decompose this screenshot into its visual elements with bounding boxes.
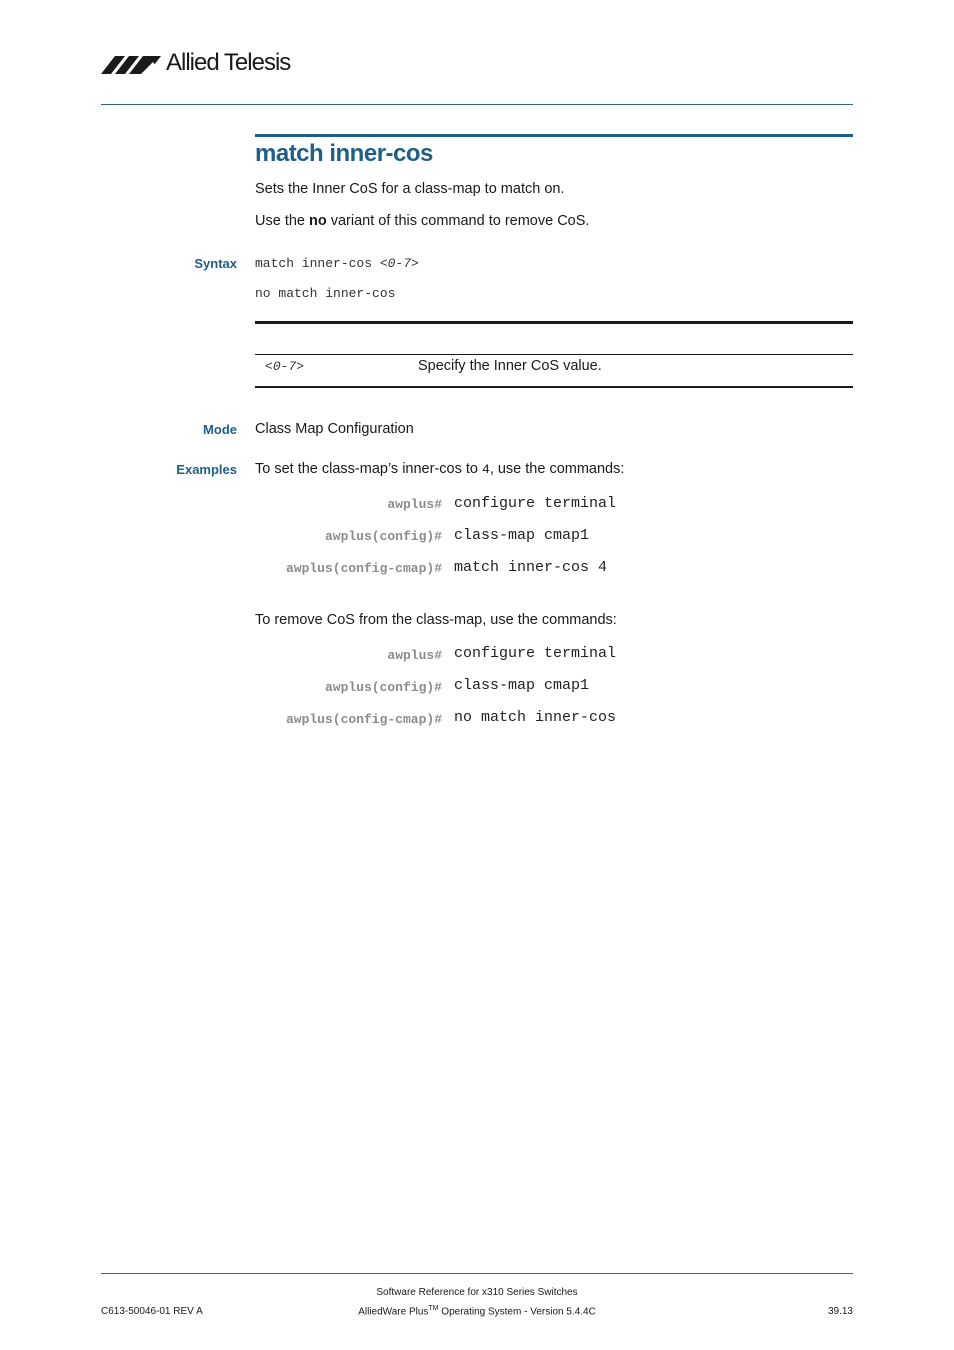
example2-prompt-1: awplus# — [387, 648, 442, 663]
footer-book-title: Software Reference for x310 Series Switches — [376, 1287, 578, 1298]
header-divider — [101, 104, 853, 105]
example2-command-3: no match inner-cos — [454, 709, 617, 726]
syntax-label: Syntax — [194, 256, 237, 271]
example1-prompt-3: awplus(config-cmap)# — [285, 561, 442, 576]
description-line-1: Sets the Inner CoS for a class-map to match on. — [255, 181, 565, 197]
title-rule — [255, 134, 853, 137]
example2-prompt-2: awplus(config)# — [324, 680, 442, 695]
examples-intro-2: To remove CoS from the class-map, use the commands: — [255, 612, 617, 628]
example1-prompt-2: awplus(config)# — [324, 529, 442, 544]
footer-divider — [101, 1273, 853, 1274]
mode-label: Mode — [203, 422, 237, 437]
description-line-2: Use the no variant of this command to remove CoS. — [255, 213, 590, 229]
example2-command-1: configure terminal — [454, 645, 617, 662]
example1-prompt-1: awplus# — [387, 497, 442, 512]
example1-command-2: class-map cmap1 — [454, 527, 590, 544]
footer-page-number: 39.13 — [827, 1306, 853, 1317]
mode-value: Class Map Configuration — [255, 421, 414, 437]
examples-label: Examples — [176, 462, 237, 477]
param-name: <0-7> — [265, 359, 305, 374]
syntax-line-1: match inner-cos <0-7> — [255, 256, 419, 271]
table-header-rule — [255, 354, 853, 355]
examples-intro-1: To set the class-map’s inner-cos to 4, use the commands: — [255, 461, 625, 477]
footer-os-version: AlliedWare Plus™ Operating System - Version 5.4.4C — [358, 1305, 596, 1318]
example1-command-1: configure terminal — [454, 495, 617, 512]
syntax-line-2: no match inner-cos — [255, 286, 396, 301]
page-title: match inner-cos — [255, 140, 433, 167]
example1-command-3: match inner-cos 4 — [454, 559, 608, 576]
table-bottom-rule — [255, 386, 853, 388]
footer-doc-id: C613-50046-01 REV A — [101, 1306, 203, 1317]
table-top-rule — [255, 321, 853, 324]
example2-prompt-3: awplus(config-cmap)# — [285, 712, 442, 727]
company-logo-text: Allied Telesis — [166, 49, 291, 76]
param-description: Specify the Inner CoS value. — [418, 358, 602, 374]
example2-command-2: class-map cmap1 — [454, 677, 590, 694]
